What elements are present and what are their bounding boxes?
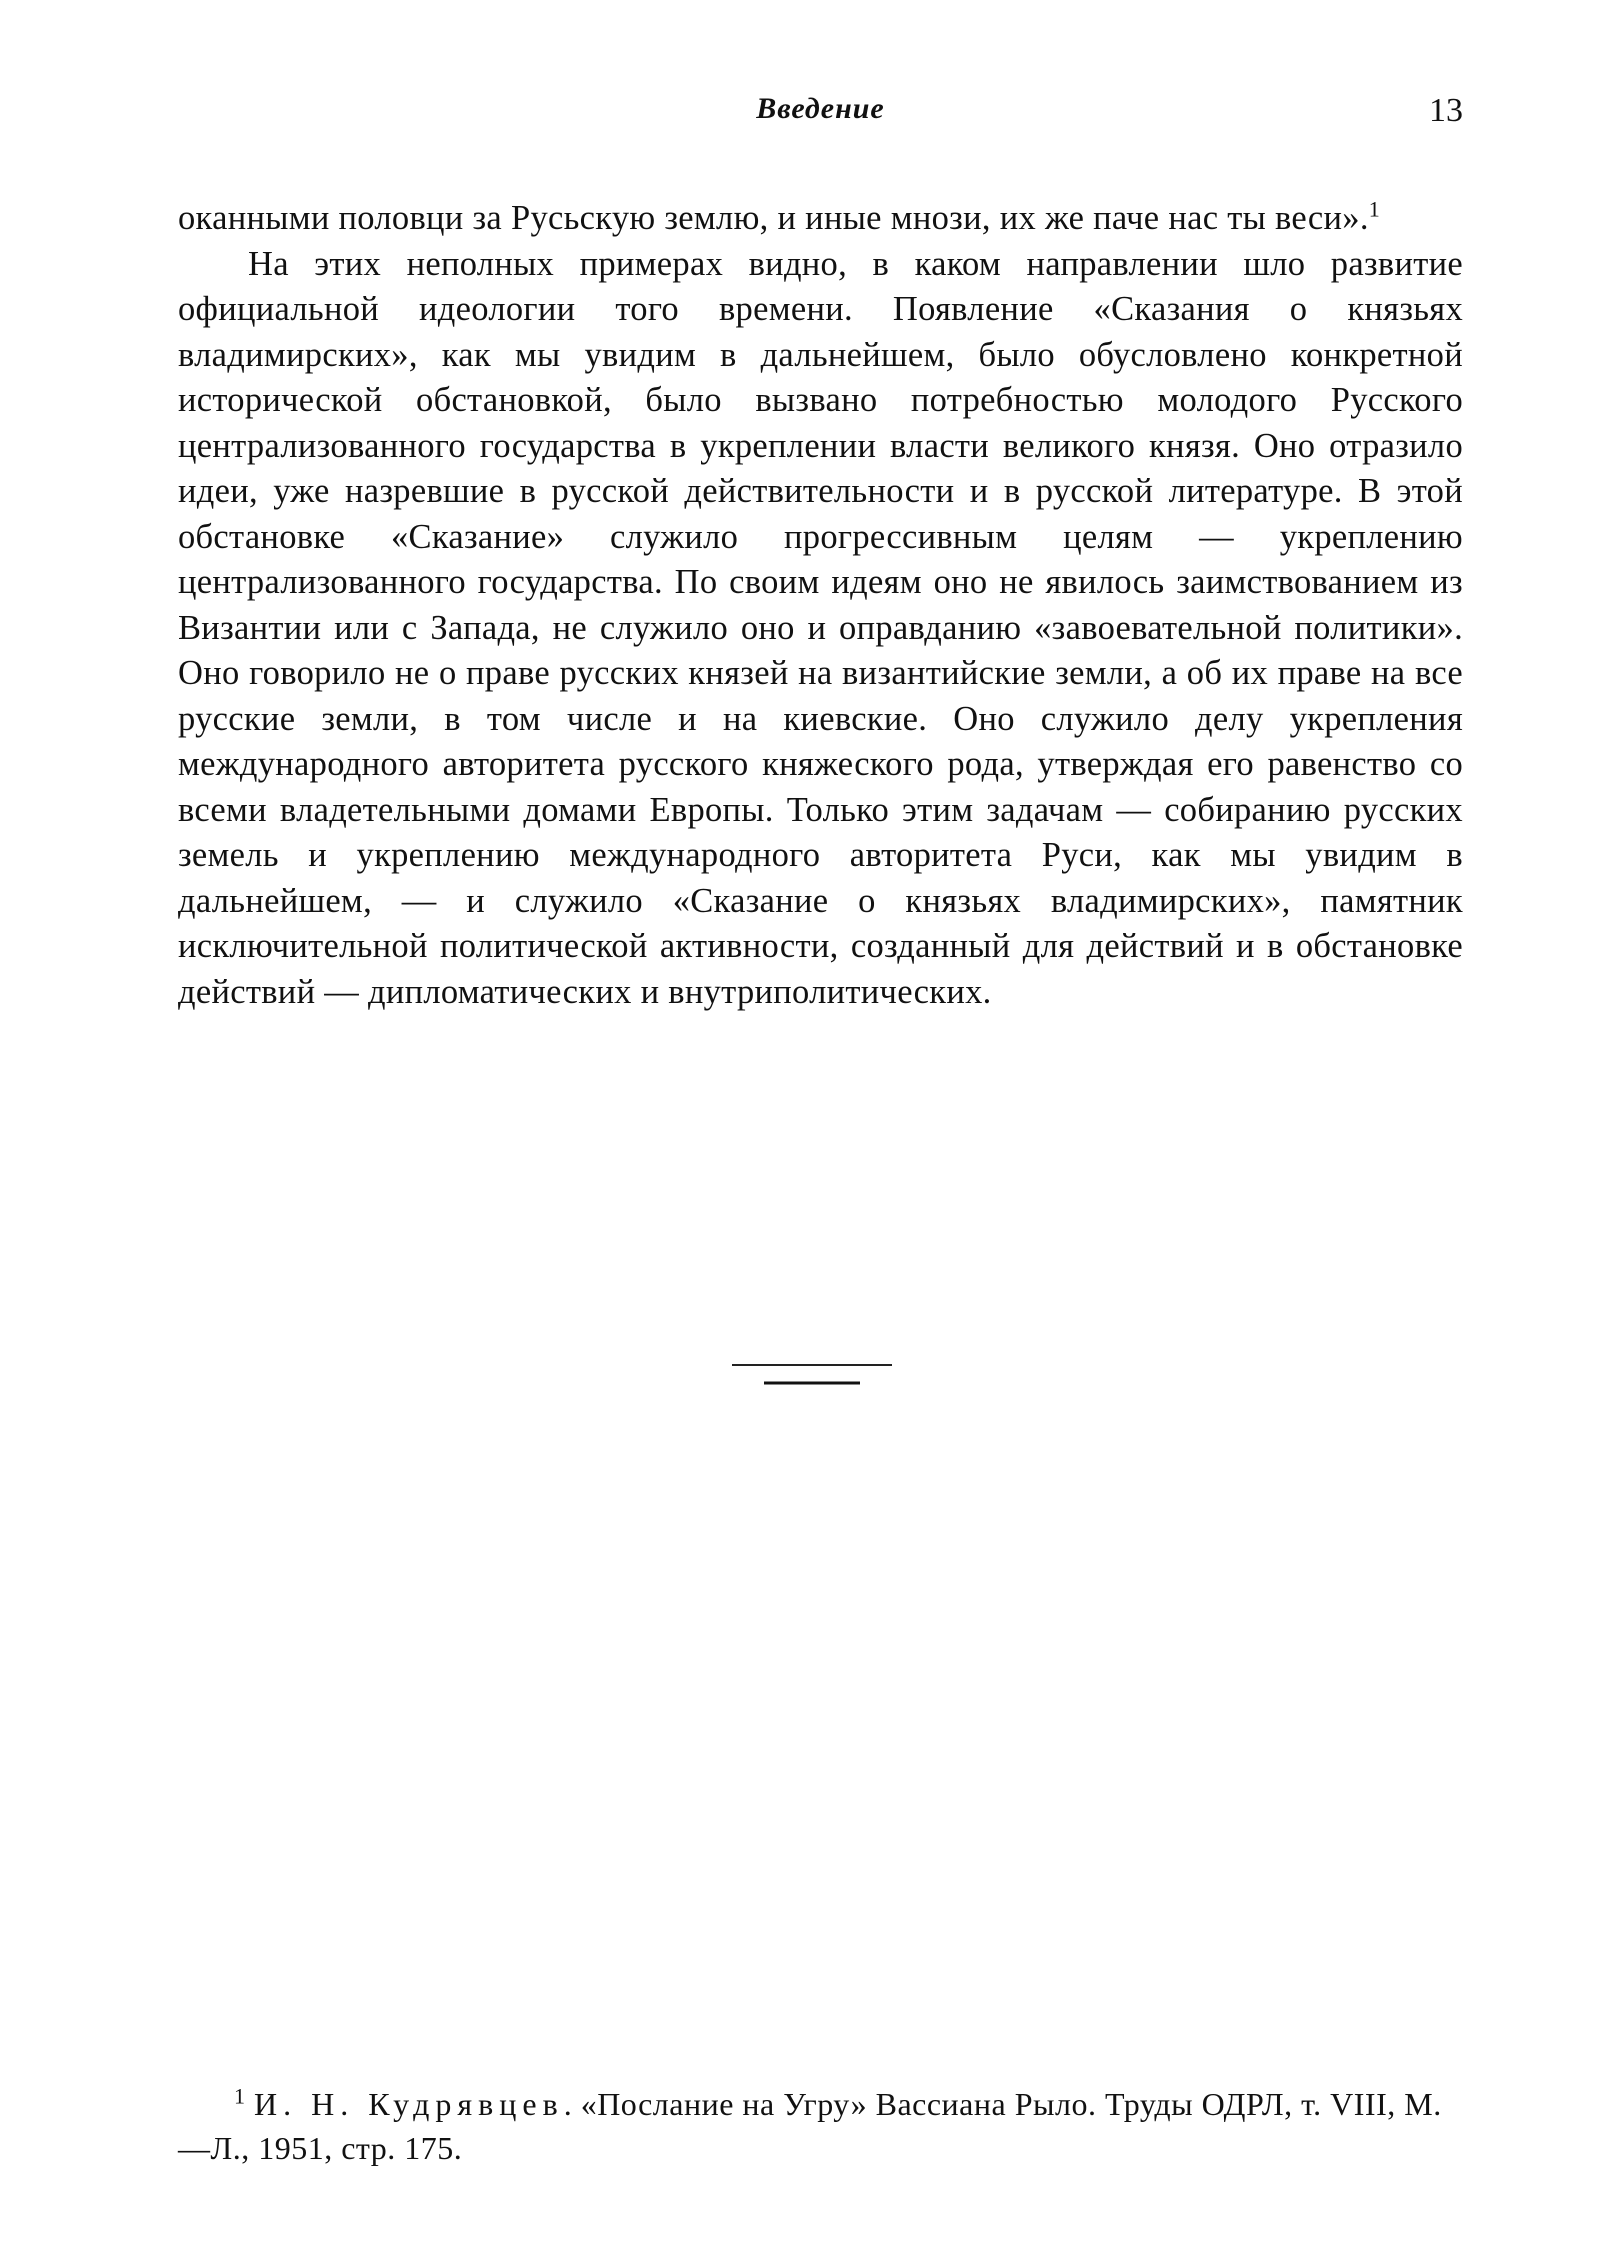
section-end-ornament (732, 1359, 892, 1389)
paragraph-2: На этих неполных примерах видно, в каком направлении шло развитие официальной идеологии того времени. Появление «Сказания о князьях владимирских», как мы увидим в дальнейшем, было обусловлено конкретной исторической обстановкой, было вызвано потребностью молодого Русского централизованного государства в укреплении власти великого князя. Оно отразило идеи, уже назревшие в русской действительности и в русской литературе. В этой обстановке «Сказание» служило прогрессивным целям — укреплению централизованного государства. По своим идеям оно не явилось заимствованием из Византии или с Запада, не служило оно и оправданию «завоевательной политики». Оно говорило не о праве русских князей на византийские земли, а об их праве на все русские земли, в том числе и на киевские. Оно служило делу укрепления международного авторитета русского княжеского рода, утверждая его равенство со всеми владетельными домами Европы. Только этим задачам — собиранию русских земель и укреплению международного авторитета Руси, как мы увидим в дальнейшем, — и служило «Сказание о князьях владимирских», памятник исключительной политической активности, созданный для действий и в обстановке действий — дипломатических и внутриполитических. (178, 244, 1463, 1011)
paragraph-1-text: оканными половци за Русьскую землю, и иные мнози, их же паче нас ты веси». (178, 199, 1369, 237)
footnote (178, 2082, 1463, 2170)
footnote-reference[interactable]: 1 (1368, 196, 1381, 222)
footnote-text: . «Послание на Угру» Вассиана Рыло. Труды ОДРЛ, т. VIII, М.—Л., 1951, стр. 175. (178, 2086, 1442, 2166)
paragraph-continuation (178, 196, 1463, 242)
page-header (178, 92, 1463, 132)
main-text (178, 196, 1463, 1015)
page-number: 13 (1429, 92, 1463, 129)
footnote-marker: 1 (234, 2083, 246, 2109)
running-title: Введение (756, 92, 885, 125)
footnote-author: И. Н. Кудрявцев (254, 2086, 564, 2122)
